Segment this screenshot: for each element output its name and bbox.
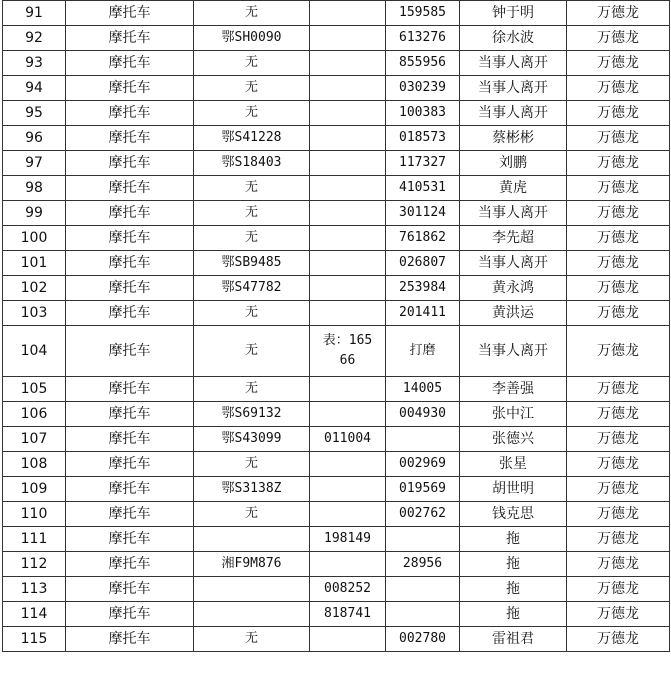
party-cell: 当事人离开: [460, 251, 567, 276]
plate-number-cell: 无: [194, 176, 310, 201]
plate-number-cell: 无: [194, 51, 310, 76]
frame-number-cell: [310, 126, 386, 151]
plate-number-cell: 鄂S18403: [194, 151, 310, 176]
vehicle-type-cell: 摩托车: [66, 176, 194, 201]
table-row: [3, 126, 670, 151]
frame-number-cell: 008252: [310, 577, 386, 602]
plate-number-cell: 无: [194, 452, 310, 477]
plate-number-cell: 湘F9M876: [194, 552, 310, 577]
vehicle-type-cell: 摩托车: [66, 301, 194, 326]
plate-number-cell: 鄂S47782: [194, 276, 310, 301]
party-cell: 当事人离开: [460, 326, 567, 377]
row-number-cell: 113: [3, 577, 66, 602]
plate-number-cell: 无: [194, 377, 310, 402]
party-cell: 拖: [460, 577, 567, 602]
plate-number-cell: 无: [194, 502, 310, 527]
officer-cell: 万德龙: [567, 301, 670, 326]
officer-cell: 万德龙: [567, 552, 670, 577]
vehicle-type-cell: 摩托车: [66, 577, 194, 602]
officer-cell: 万德龙: [567, 76, 670, 101]
frame-number-cell: [310, 51, 386, 76]
officer-cell: 万德龙: [567, 477, 670, 502]
vehicle-type-cell: 摩托车: [66, 76, 194, 101]
party-cell: 胡世明: [460, 477, 567, 502]
engine-number-cell: 253984: [386, 276, 460, 301]
row-number-cell: 103: [3, 301, 66, 326]
plate-number-cell: 无: [194, 101, 310, 126]
officer-cell: 万德龙: [567, 126, 670, 151]
frame-number-cell: [310, 402, 386, 427]
vehicle-type-cell: 摩托车: [66, 126, 194, 151]
plate-number-cell: 无: [194, 201, 310, 226]
officer-cell: 万德龙: [567, 226, 670, 251]
officer-cell: 万德龙: [567, 627, 670, 652]
table-row: [3, 577, 670, 602]
plate-number-cell: 鄂S41228: [194, 126, 310, 151]
table-row: [3, 427, 670, 452]
frame-number-cell: [310, 627, 386, 652]
frame-number-cell: [310, 251, 386, 276]
engine-number-cell: 打磨: [386, 326, 460, 377]
table-row: [3, 226, 670, 251]
row-number-cell: 101: [3, 251, 66, 276]
party-cell: 拖: [460, 552, 567, 577]
engine-number-cell: 117327: [386, 151, 460, 176]
vehicle-record-table: [2, 0, 670, 652]
frame-number-cell: [310, 301, 386, 326]
table-row: [3, 276, 670, 301]
row-number-cell: 98: [3, 176, 66, 201]
table-row: [3, 477, 670, 502]
frame-number-line: 66: [339, 353, 356, 368]
officer-cell: 万德龙: [567, 602, 670, 627]
table-body: [3, 1, 670, 652]
frame-number-cell: [310, 176, 386, 201]
frame-number-cell: [310, 76, 386, 101]
engine-number-cell: 14005: [386, 377, 460, 402]
row-number-cell: 109: [3, 477, 66, 502]
row-number-cell: 108: [3, 452, 66, 477]
vehicle-type-cell: 摩托车: [66, 627, 194, 652]
frame-number-cell: 198149: [310, 527, 386, 552]
party-cell: 张星: [460, 452, 567, 477]
engine-number-cell: 100383: [386, 101, 460, 126]
plate-number-cell: 鄂S3138Z: [194, 477, 310, 502]
engine-number-cell: 002762: [386, 502, 460, 527]
officer-cell: 万德龙: [567, 326, 670, 377]
table-row: [3, 176, 670, 201]
vehicle-type-cell: 摩托车: [66, 226, 194, 251]
frame-number-cell: [310, 377, 386, 402]
table-row: [3, 602, 670, 627]
frame-number-cell: [310, 1, 386, 26]
frame-number-cell: [310, 477, 386, 502]
table-row: [3, 251, 670, 276]
vehicle-type-cell: 摩托车: [66, 477, 194, 502]
engine-number-cell: 004930: [386, 402, 460, 427]
row-number-cell: 96: [3, 126, 66, 151]
table-row: [3, 51, 670, 76]
row-number-cell: 91: [3, 1, 66, 26]
table-row: [3, 1, 670, 26]
vehicle-type-cell: 摩托车: [66, 151, 194, 176]
party-cell: 当事人离开: [460, 76, 567, 101]
engine-number-cell: 019569: [386, 477, 460, 502]
row-number-cell: 107: [3, 427, 66, 452]
row-number-cell: 100: [3, 226, 66, 251]
engine-number-cell: [386, 427, 460, 452]
row-number-cell: 114: [3, 602, 66, 627]
party-cell: 当事人离开: [460, 101, 567, 126]
party-cell: 张德兴: [460, 427, 567, 452]
frame-number-line: 表：165: [322, 333, 373, 348]
row-number-cell: 92: [3, 26, 66, 51]
plate-number-cell: 无: [194, 326, 310, 377]
frame-number-cell: 818741: [310, 602, 386, 627]
officer-cell: 万德龙: [567, 101, 670, 126]
party-cell: 当事人离开: [460, 201, 567, 226]
vehicle-type-cell: 摩托车: [66, 502, 194, 527]
engine-number-cell: 002780: [386, 627, 460, 652]
officer-cell: 万德龙: [567, 402, 670, 427]
row-number-cell: 97: [3, 151, 66, 176]
party-cell: 张中江: [460, 402, 567, 427]
table-row: [3, 452, 670, 477]
vehicle-type-cell: 摩托车: [66, 101, 194, 126]
vehicle-type-cell: 摩托车: [66, 201, 194, 226]
plate-number-cell: 无: [194, 226, 310, 251]
party-cell: 黄虎: [460, 176, 567, 201]
party-cell: 拖: [460, 602, 567, 627]
engine-number-cell: 018573: [386, 126, 460, 151]
officer-cell: 万德龙: [567, 251, 670, 276]
engine-number-cell: 301124: [386, 201, 460, 226]
plate-number-cell: 无: [194, 1, 310, 26]
row-number-cell: 112: [3, 552, 66, 577]
frame-number-cell: [310, 101, 386, 126]
table-row: [3, 326, 670, 377]
engine-number-cell: 855956: [386, 51, 460, 76]
party-cell: 黄永鸿: [460, 276, 567, 301]
table-row: [3, 402, 670, 427]
vehicle-type-cell: 摩托车: [66, 26, 194, 51]
row-number-cell: 104: [3, 326, 66, 377]
table-row: [3, 552, 670, 577]
engine-number-cell: [386, 527, 460, 552]
officer-cell: 万德龙: [567, 151, 670, 176]
party-cell: 当事人离开: [460, 51, 567, 76]
row-number-cell: 111: [3, 527, 66, 552]
party-cell: 蔡彬彬: [460, 126, 567, 151]
party-cell: 刘鹏: [460, 151, 567, 176]
frame-number-cell: [310, 502, 386, 527]
vehicle-type-cell: 摩托车: [66, 251, 194, 276]
frame-number-cell: [310, 326, 386, 377]
vehicle-type-cell: 摩托车: [66, 427, 194, 452]
row-number-cell: 106: [3, 402, 66, 427]
vehicle-type-cell: 摩托车: [66, 377, 194, 402]
party-cell: 钟于明: [460, 1, 567, 26]
engine-number-cell: [386, 602, 460, 627]
plate-number-cell: [194, 602, 310, 627]
table-row: [3, 627, 670, 652]
officer-cell: 万德龙: [567, 502, 670, 527]
plate-number-cell: 鄂S69132: [194, 402, 310, 427]
frame-number-cell: [310, 201, 386, 226]
engine-number-cell: 761862: [386, 226, 460, 251]
vehicle-type-cell: 摩托车: [66, 276, 194, 301]
engine-number-cell: 002969: [386, 452, 460, 477]
officer-cell: 万德龙: [567, 527, 670, 552]
frame-number-cell: [310, 552, 386, 577]
frame-number-cell: 011004: [310, 427, 386, 452]
table-row: [3, 101, 670, 126]
frame-number-cell: [310, 226, 386, 251]
engine-number-cell: 410531: [386, 176, 460, 201]
officer-cell: 万德龙: [567, 51, 670, 76]
vehicle-type-cell: 摩托车: [66, 326, 194, 377]
table-row: [3, 527, 670, 552]
row-number-cell: 93: [3, 51, 66, 76]
frame-number-cell: [310, 276, 386, 301]
engine-number-cell: 613276: [386, 26, 460, 51]
row-number-cell: 102: [3, 276, 66, 301]
engine-number-cell: 159585: [386, 1, 460, 26]
table-row: [3, 377, 670, 402]
officer-cell: 万德龙: [567, 1, 670, 26]
plate-number-cell: 无: [194, 627, 310, 652]
plate-number-cell: 无: [194, 76, 310, 101]
party-cell: 徐水波: [460, 26, 567, 51]
vehicle-type-cell: 摩托车: [66, 452, 194, 477]
vehicle-type-cell: 摩托车: [66, 1, 194, 26]
party-cell: 李先超: [460, 226, 567, 251]
vehicle-type-cell: 摩托车: [66, 602, 194, 627]
engine-number-cell: 030239: [386, 76, 460, 101]
table-row: [3, 76, 670, 101]
engine-number-cell: 201411: [386, 301, 460, 326]
party-cell: 李善强: [460, 377, 567, 402]
vehicle-type-cell: 摩托车: [66, 51, 194, 76]
plate-number-cell: [194, 527, 310, 552]
officer-cell: 万德龙: [567, 26, 670, 51]
plate-number-cell: [194, 577, 310, 602]
table-row: [3, 201, 670, 226]
vehicle-type-cell: 摩托车: [66, 402, 194, 427]
officer-cell: 万德龙: [567, 276, 670, 301]
frame-number-cell: [310, 26, 386, 51]
table-row: [3, 151, 670, 176]
vehicle-type-cell: 摩托车: [66, 552, 194, 577]
table-row: [3, 502, 670, 527]
officer-cell: 万德龙: [567, 377, 670, 402]
officer-cell: 万德龙: [567, 452, 670, 477]
plate-number-cell: 鄂SH0090: [194, 26, 310, 51]
frame-number-cell: [310, 452, 386, 477]
officer-cell: 万德龙: [567, 427, 670, 452]
officer-cell: 万德龙: [567, 201, 670, 226]
officer-cell: 万德龙: [567, 577, 670, 602]
party-cell: 雷祖君: [460, 627, 567, 652]
party-cell: 钱克思: [460, 502, 567, 527]
row-number-cell: 94: [3, 76, 66, 101]
engine-number-cell: [386, 577, 460, 602]
row-number-cell: 95: [3, 101, 66, 126]
plate-number-cell: 无: [194, 301, 310, 326]
engine-number-cell: 28956: [386, 552, 460, 577]
frame-number-cell: [310, 151, 386, 176]
plate-number-cell: 鄂SB9485: [194, 251, 310, 276]
plate-number-cell: 鄂S43099: [194, 427, 310, 452]
row-number-cell: 99: [3, 201, 66, 226]
officer-cell: 万德龙: [567, 176, 670, 201]
party-cell: 拖: [460, 527, 567, 552]
party-cell: 黄洪运: [460, 301, 567, 326]
table-row: [3, 301, 670, 326]
row-number-cell: 110: [3, 502, 66, 527]
table-row: [3, 26, 670, 51]
row-number-cell: 105: [3, 377, 66, 402]
vehicle-type-cell: 摩托车: [66, 527, 194, 552]
row-number-cell: 115: [3, 627, 66, 652]
engine-number-cell: 026807: [386, 251, 460, 276]
